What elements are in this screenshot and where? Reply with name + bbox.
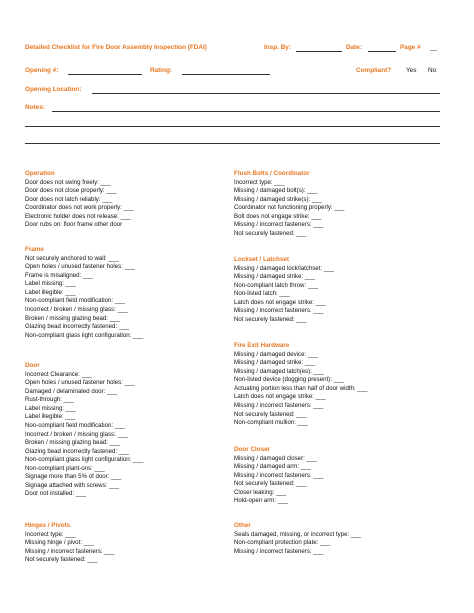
opening-location-label: Opening Location:	[25, 86, 82, 93]
compliant-no[interactable]: No	[428, 67, 437, 74]
checklist-item: Non-compliant glass light configuration: ___	[25, 331, 144, 339]
insp-by-field[interactable]	[296, 45, 342, 52]
checklist-item: Incorrect type: ___	[25, 530, 76, 538]
checklist-item: Not securely fastened: ___	[234, 229, 307, 237]
fire-exit-hardware-section	[234, 342, 367, 428]
checklist-item: Closer leaking: ___	[234, 488, 287, 496]
checklist-item: Open holes / unused fastener holes: ___	[25, 379, 135, 387]
checklist-item: Bolt does not engage strike: ___	[234, 212, 322, 220]
operation-title: Operation	[25, 170, 55, 177]
checklist-item: Label illegible: ___	[25, 288, 76, 296]
operation-items	[25, 179, 134, 230]
form-title: Detailed Checklist for Fire Door Assembly Inspection (FDAI)	[25, 44, 207, 51]
compliant-yes[interactable]: Yes	[406, 67, 417, 74]
checklist-item: Signage more than 5% of door: ___	[25, 473, 122, 481]
date-label: Date:	[346, 44, 362, 51]
lockset-section	[234, 256, 334, 325]
checklist-item: Missing / damaged closer: ___	[234, 454, 317, 462]
checklist-item: Not securely fastened: ___	[234, 410, 307, 418]
other-section	[234, 522, 361, 556]
checklist-item: Open holes / unused fastener holes: ___	[25, 263, 135, 271]
checklist-item: Missing / damaged lock/latchset: ___	[234, 264, 334, 272]
checklist-item: Latch does not engage strike: ___	[234, 393, 326, 401]
checklist-item: Non-compliant plant-ons: ___	[25, 464, 105, 472]
checklist-item: Label illegible: ___	[25, 413, 76, 421]
frame-section	[25, 246, 143, 340]
checklist-item: Non-compliant latch throw: ___	[234, 281, 319, 289]
hinges-items	[25, 531, 114, 565]
checklist-item: Not securely fastened: ___	[234, 480, 307, 488]
notes-line-1[interactable]	[52, 105, 440, 112]
page-label: Page #	[400, 44, 421, 51]
checklist-item: Missing / damaged strike: ___	[234, 273, 315, 281]
checklist-item: Broken / missing glazing bead: ___	[25, 314, 120, 322]
opening-number-field[interactable]	[68, 68, 142, 75]
checklist-item: Damaged / delaminated door: ___	[25, 387, 118, 395]
checklist-item: Electronic holder does not release: ___	[25, 212, 131, 220]
checklist-item: Missing / incorrect fasteners: ___	[234, 547, 324, 555]
frame-items	[25, 255, 143, 340]
checklist-item: Missing / damaged latch(es): ___	[234, 367, 324, 375]
checklist-item: Missing / damaged device: ___	[234, 350, 319, 358]
other-title: Other	[234, 522, 251, 529]
checklist-item: Frame is misaligned: ___	[25, 271, 94, 279]
lockset-items	[234, 265, 334, 325]
checklist-item: Non-compliant protection plate: ___	[234, 539, 331, 547]
notes-line-2[interactable]	[25, 126, 440, 127]
hinges-section	[25, 522, 114, 565]
checklist-item: Glazing bead incorrectly fastened: ___	[25, 447, 129, 455]
checklist-item: Glazing bead incorrectly fastened: ___	[25, 323, 129, 331]
insp-by-label: Insp. By:	[264, 44, 291, 51]
checklist-item: Missing hinge / pivot: ___	[25, 539, 94, 547]
frame-title: Frame	[25, 246, 44, 253]
checklist-item: Non-compliant glass light configuration: ___	[25, 456, 144, 464]
checklist-item: Missing / incorrect fasteners: ___	[25, 547, 115, 555]
checklist-item: Missing / incorrect fasteners: ___	[234, 471, 324, 479]
checklist-item: Door does not latch reliably: ___	[25, 195, 113, 203]
opening-location-field[interactable]	[92, 87, 440, 94]
checklist-item: Not securely anchored to wall: ___	[25, 254, 119, 262]
flush-bolts-items	[234, 179, 344, 239]
checklist-item: Incorrect type: ___	[234, 178, 285, 186]
checklist-item: Label missing: ___	[25, 404, 76, 412]
checklist-item: Actuating portion less than half of door width: ___	[234, 384, 368, 392]
hinges-title: Hinges / Pivots	[25, 522, 71, 529]
fire-exit-hardware-title: Fire Exit Hardware	[234, 342, 290, 349]
flush-bolts-title: Flush Bolts / Coordinator	[234, 170, 310, 177]
checklist-item: Missing / incorrect fasteners: ___	[234, 307, 324, 315]
checklist-item: Door rubs on: floor frame other door	[25, 221, 123, 229]
door-items	[25, 371, 143, 499]
fire-exit-hardware-items	[234, 351, 367, 428]
checklist-item: Door does not close properly: ___	[25, 187, 117, 195]
door-section	[25, 362, 143, 499]
door-closer-title: Door Closer	[234, 446, 271, 453]
checklist-item: Door not installed: ___	[25, 490, 86, 498]
door-closer-section	[234, 446, 323, 506]
checklist-item: Missing / damaged strike: ___	[234, 359, 315, 367]
checklist-item: Signage attached with screws: ___	[25, 481, 120, 489]
checklist-item: Latch does not engage strike: ___	[234, 298, 326, 306]
checklist-item: Missing / incorrect fasteners: ___	[234, 401, 324, 409]
opening-label: Opening #:	[25, 67, 59, 74]
checklist-item: Missing / incorrect fasteners: ___	[234, 221, 324, 229]
checklist-item: Coordinator not functioning properly: ___	[234, 204, 345, 212]
operation-section	[25, 170, 134, 230]
flush-bolts-section	[234, 170, 344, 239]
checklist-item: Coordinator does not work properly: ___	[25, 204, 134, 212]
checklist-item: Non-compliant mullion: ___	[234, 419, 308, 427]
checklist-item: Seals damaged, missing, or incorrect type: ___	[234, 530, 362, 538]
checklist-item: Broken / missing glazing bead: ___	[25, 439, 120, 447]
checklist-item: Missing / damaged bolt(s): ___	[234, 187, 318, 195]
rating-field[interactable]	[182, 68, 270, 75]
door-title: Door	[25, 362, 40, 369]
notes-label: Notes:	[25, 104, 45, 111]
checklist-item: Incorrect / broken / missing glass: ___	[25, 305, 128, 313]
checklist-item: Non-compliant field modification: ___	[25, 421, 125, 429]
checklist-item: Label missing: ___	[25, 280, 76, 288]
checklist-item: Missing / damaged arm: ___	[234, 463, 311, 471]
checklist-item: Not securely fastened: ___	[25, 556, 98, 564]
rating-label: Rating:	[150, 67, 173, 74]
checklist-item: Not securely fastened: ___	[234, 315, 307, 323]
checklist-item: Missing / damaged strike(s): ___	[234, 195, 323, 203]
checklist-item: Rust-through: ___	[25, 396, 74, 404]
notes-line-3[interactable]	[25, 143, 440, 144]
other-items	[234, 531, 361, 557]
page-number-blank[interactable]: __	[430, 44, 438, 51]
door-closer-items	[234, 455, 323, 506]
checklist-item: Non-compliant field modification: ___	[25, 297, 125, 305]
checklist-item: Hold-open arm: ___	[234, 497, 288, 505]
lockset-title: Lockset / Latchset	[234, 256, 289, 263]
checklist-item: Incorrect Clearance: ___	[25, 370, 92, 378]
checklist-item: Incorrect / broken / missing glass: ___	[25, 430, 128, 438]
checklist-item: Non-listed device (dogging present): ___	[234, 376, 344, 384]
compliant-label: Compliant?	[356, 67, 392, 74]
date-field[interactable]	[368, 45, 396, 52]
checklist-item: Door does not swing freely: ___	[25, 178, 111, 186]
checklist-item: Non-listed latch: ___	[234, 290, 290, 298]
